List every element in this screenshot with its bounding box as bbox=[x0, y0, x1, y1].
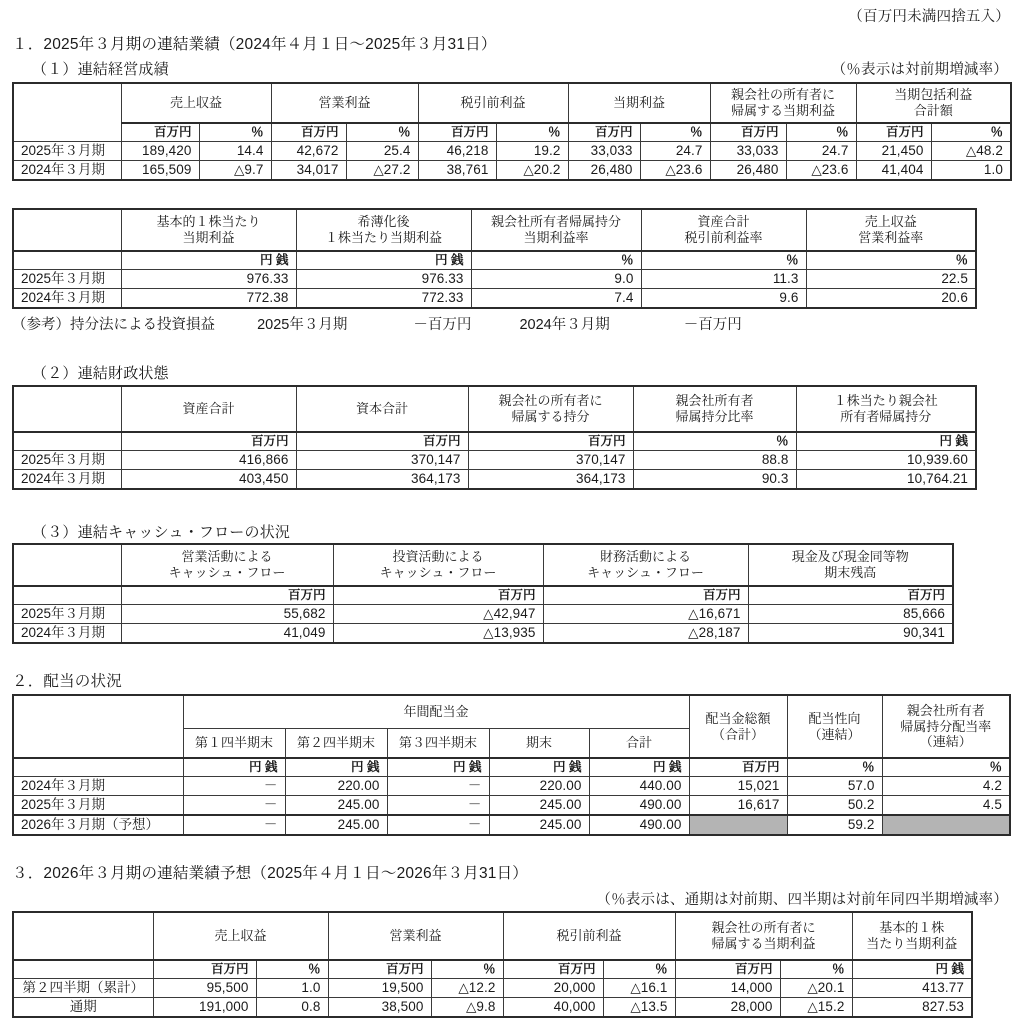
col-dividend-total: 合計 bbox=[589, 728, 689, 758]
unit-comprehensive-amount: 百万円 bbox=[856, 123, 931, 141]
cell-owners-pct: △23.6 bbox=[786, 160, 856, 179]
cell-roe: 7.4 bbox=[471, 288, 641, 307]
reference-prefix: （参考）持分法による投資損益 bbox=[12, 317, 215, 333]
row-label: 第２四半期（累計） bbox=[13, 978, 153, 997]
unit-investing-cf: 百万円 bbox=[333, 586, 543, 604]
col-basic-eps-line2: 当たり当期利益 bbox=[866, 936, 958, 951]
cell-net-pct: 24.7 bbox=[640, 141, 710, 160]
cell-equity-ratio: 90.3 bbox=[633, 469, 796, 488]
unit-row-spacer bbox=[13, 758, 183, 776]
cell-year-end: 245.00 bbox=[489, 815, 589, 835]
col-basic-eps-line1: 基本的１株 bbox=[879, 920, 945, 936]
unit-cash-balance: 百万円 bbox=[748, 586, 953, 604]
table-row bbox=[13, 604, 953, 623]
col-diluted-eps-line1: 希薄化後 bbox=[357, 214, 410, 230]
col-operating-cf bbox=[121, 544, 333, 586]
col-comprehensive-income bbox=[856, 83, 1011, 123]
table-unit-row bbox=[13, 960, 972, 978]
cell-q2: 245.00 bbox=[285, 795, 387, 814]
col-basic-eps bbox=[852, 912, 972, 960]
cell-comprehensive: 21,450 bbox=[856, 141, 931, 160]
cell-cash-balance: 85,666 bbox=[748, 604, 953, 623]
cell-payout: 50.2 bbox=[787, 795, 882, 814]
unit-revenue-pct: ％ bbox=[256, 960, 328, 978]
row-label: 2025年３月期 bbox=[13, 269, 121, 288]
cell-net: 26,480 bbox=[568, 160, 640, 179]
table-row bbox=[13, 160, 1011, 179]
unit-revenue-amount: 百万円 bbox=[153, 960, 256, 978]
row-label: 2025年３月期 bbox=[13, 141, 121, 160]
unit-q2: 円 銭 bbox=[285, 758, 387, 776]
table-header-row-group bbox=[13, 695, 1010, 728]
cell-diluted-eps: 772.33 bbox=[296, 288, 471, 307]
row-label: 2026年３月期（予想） bbox=[13, 815, 183, 835]
unit-total-amount: 百万円 bbox=[689, 758, 787, 776]
table-row bbox=[13, 269, 976, 288]
cell-basic-eps: 772.38 bbox=[121, 288, 296, 307]
table-header-row bbox=[13, 386, 976, 432]
unit-year-end: 円 銭 bbox=[489, 758, 589, 776]
cell-operating-pct: 25.4 bbox=[346, 141, 418, 160]
equity-method-reference-line bbox=[12, 313, 742, 334]
unit-roe: ％ bbox=[471, 251, 641, 269]
cell-roa: 11.3 bbox=[641, 269, 806, 288]
unit-q1: 円 銭 bbox=[183, 758, 285, 776]
col-diluted-eps bbox=[296, 209, 471, 251]
unit-payout: ％ bbox=[787, 758, 882, 776]
cell-q1: － bbox=[183, 795, 285, 814]
col-financing-cf bbox=[543, 544, 748, 586]
col-payout-ratio bbox=[787, 695, 882, 758]
cell-q1: － bbox=[183, 815, 285, 835]
table-unit-row bbox=[13, 432, 976, 450]
per-share-and-ratios-table bbox=[12, 208, 977, 309]
unit-operating-amount: 百万円 bbox=[328, 960, 431, 978]
corner-cell bbox=[13, 386, 121, 432]
col-operating-profit: 営業利益 bbox=[271, 83, 418, 123]
cash-flow-table bbox=[12, 543, 954, 644]
unit-owners-equity: 百万円 bbox=[468, 432, 633, 450]
cell-operating: 42,672 bbox=[271, 141, 346, 160]
unit-revenue-amount: 百万円 bbox=[121, 123, 199, 141]
cell-owners-pct: 24.7 bbox=[786, 141, 856, 160]
unit-basic-eps: 円 銭 bbox=[121, 251, 296, 269]
table-row bbox=[13, 776, 1010, 795]
table-header-row bbox=[13, 544, 953, 586]
table-row bbox=[13, 450, 976, 469]
cell-revenue: 165,509 bbox=[121, 160, 199, 179]
col-comprehensive-income-line2: 合計額 bbox=[913, 103, 953, 118]
col-pretax-profit: 税引前利益 bbox=[418, 83, 568, 123]
cell-total-assets: 403,450 bbox=[121, 469, 296, 488]
col-total-dividend-amount bbox=[689, 695, 787, 758]
cell-q3: － bbox=[387, 795, 489, 814]
section1-sub1-label: （１）連結経営成績 bbox=[32, 61, 169, 78]
cell-basic-eps: 976.33 bbox=[121, 269, 296, 288]
dividend-table bbox=[12, 694, 1011, 836]
col-operating-profit: 営業利益 bbox=[328, 912, 503, 960]
cell-equity-ratio: 88.8 bbox=[633, 450, 796, 469]
col-bps bbox=[796, 386, 976, 432]
cell-pretax: 46,218 bbox=[418, 141, 496, 160]
unit-doe: ％ bbox=[882, 758, 1010, 776]
cell-owners-equity: 364,173 bbox=[468, 469, 633, 488]
cell-financing-cf: △16,671 bbox=[543, 604, 748, 623]
unit-net-pct: ％ bbox=[640, 123, 710, 141]
reference-value-2: －百万円 bbox=[683, 317, 742, 333]
col-operating-margin-line1: 売上収益 bbox=[864, 214, 917, 230]
unit-equity-ratio: ％ bbox=[633, 432, 796, 450]
cell-roa: 9.6 bbox=[641, 288, 806, 307]
cell-q2: 220.00 bbox=[285, 776, 387, 795]
cell-total-assets: 416,866 bbox=[121, 450, 296, 469]
cell-roe: 9.0 bbox=[471, 269, 641, 288]
col-roa-line2: 税引前利益率 bbox=[684, 230, 763, 245]
cell-doe: 4.2 bbox=[882, 776, 1010, 795]
cell-total-equity: 364,173 bbox=[296, 469, 468, 488]
cell-operating: 38,500 bbox=[328, 997, 431, 1016]
cell-q3: － bbox=[387, 776, 489, 795]
col-bps-line2: 所有者帰属持分 bbox=[840, 409, 932, 424]
cell-revenue-pct: 1.0 bbox=[256, 978, 328, 997]
col-bps-line1: １株当たり親会社 bbox=[833, 393, 938, 409]
forecast-table bbox=[12, 911, 973, 1018]
cell-payout: 59.2 bbox=[787, 815, 882, 835]
col-annual-dividend-group: 年間配当金 bbox=[183, 695, 689, 728]
col-operating-cf-line1: 営業活動による bbox=[181, 549, 273, 565]
cell-pretax: 20,000 bbox=[503, 978, 603, 997]
col-basic-eps-line2: 当期利益 bbox=[182, 230, 235, 245]
reference-value-1: －百万円 bbox=[413, 317, 472, 333]
cell-total: 490.00 bbox=[589, 815, 689, 835]
col-owners-equity-line1: 親会社の所有者に bbox=[498, 393, 603, 409]
unit-pretax-pct: ％ bbox=[496, 123, 568, 141]
col-doe-ratio-line1: 親会社所有者 bbox=[906, 702, 985, 718]
col-comprehensive-income-line1: 当期包括利益 bbox=[894, 87, 973, 103]
col-operating-cf-line2: キャッシュ・フロー bbox=[168, 565, 286, 580]
table-row bbox=[13, 978, 972, 997]
col-operating-margin-line2: 営業利益率 bbox=[858, 230, 924, 245]
col-owners-profit-line1: 親会社の所有者に bbox=[711, 920, 816, 936]
section1-sub2-label: （２）連結財政状態 bbox=[32, 365, 169, 382]
cell-operating-margin: 22.5 bbox=[806, 269, 976, 288]
corner-cell bbox=[13, 544, 121, 586]
cell-pretax-pct: △13.5 bbox=[603, 997, 675, 1016]
col-owners-profit bbox=[710, 83, 856, 123]
cell-revenue-pct: 14.4 bbox=[199, 141, 271, 160]
cell-owners-pct: △20.1 bbox=[780, 978, 852, 997]
corner-cell bbox=[13, 695, 183, 758]
col-total-dividend-amount-line2: （合計） bbox=[711, 726, 764, 742]
col-owners-profit-line1: 親会社の所有者に bbox=[730, 87, 835, 103]
cell-revenue: 191,000 bbox=[153, 997, 256, 1016]
col-investing-cf bbox=[333, 544, 543, 586]
cell-cash-balance: 90,341 bbox=[748, 623, 953, 642]
row-label: 2024年３月期 bbox=[13, 288, 121, 307]
section1-sub1-note: （％表示は対前期増減率） bbox=[831, 62, 1008, 78]
col-operating-margin bbox=[806, 209, 976, 251]
col-doe-ratio-line3: （連結） bbox=[919, 734, 972, 750]
table-unit-row bbox=[13, 123, 1011, 141]
row-label: 2024年３月期 bbox=[13, 469, 121, 488]
cell-revenue-pct: 0.8 bbox=[256, 997, 328, 1016]
reference-period-2: 2024年３月期 bbox=[519, 317, 610, 333]
unit-operating-amount: 百万円 bbox=[271, 123, 346, 141]
row-label: 通期 bbox=[13, 997, 153, 1016]
col-financing-cf-line2: キャッシュ・フロー bbox=[587, 565, 704, 580]
reference-period-1: 2025年３月期 bbox=[257, 317, 348, 333]
cell-investing-cf: △13,935 bbox=[333, 623, 543, 642]
unit-row-spacer bbox=[13, 586, 121, 604]
col-owners-profit-line2: 帰属する当期利益 bbox=[711, 936, 816, 951]
cell-total-amount-shaded bbox=[689, 815, 787, 835]
section2-heading: ２．配当の状況 bbox=[12, 673, 122, 690]
section3-note: （％表示は、通期は対前期、四半期は対前年同四半期増減率） bbox=[596, 892, 1008, 908]
cell-owners-pct: △15.2 bbox=[780, 997, 852, 1016]
unit-bps: 円 銭 bbox=[796, 432, 976, 450]
cell-investing-cf: △42,947 bbox=[333, 604, 543, 623]
col-investing-cf-line2: キャッシュ・フロー bbox=[379, 565, 497, 580]
col-basic-eps-line1: 基本的１株当たり bbox=[156, 214, 261, 230]
cell-owners: 33,033 bbox=[710, 141, 786, 160]
col-cash-balance-line2: 期末残高 bbox=[824, 565, 877, 580]
cell-total-amount: 15,021 bbox=[689, 776, 787, 795]
cell-comprehensive-pct: 1.0 bbox=[931, 160, 1011, 179]
unit-operating-pct: ％ bbox=[346, 123, 418, 141]
cell-owners: 26,480 bbox=[710, 160, 786, 179]
unit-operating-pct: ％ bbox=[431, 960, 503, 978]
cell-payout: 57.0 bbox=[787, 776, 882, 795]
col-roa bbox=[641, 209, 806, 251]
cell-operating-cf: 41,049 bbox=[121, 623, 333, 642]
section1-sub3-label: （３）連結キャッシュ・フローの状況 bbox=[32, 524, 291, 541]
col-roe-line2: 当期利益率 bbox=[523, 230, 589, 245]
cell-owners: 28,000 bbox=[675, 997, 780, 1016]
unit-roa: ％ bbox=[641, 251, 806, 269]
unit-q3: 円 銭 bbox=[387, 758, 489, 776]
table-header-row bbox=[13, 83, 1011, 123]
row-label: 2025年３月期 bbox=[13, 604, 121, 623]
col-net-profit: 当期利益 bbox=[568, 83, 710, 123]
cell-pretax-pct: △20.2 bbox=[496, 160, 568, 179]
table-unit-row bbox=[13, 251, 976, 269]
table-row bbox=[13, 469, 976, 488]
cell-owners: 14,000 bbox=[675, 978, 780, 997]
col-equity-ratio-line1: 親会社所有者 bbox=[675, 393, 754, 409]
table-row bbox=[13, 288, 976, 307]
cell-comprehensive-pct: △48.2 bbox=[931, 141, 1011, 160]
rounding-note: （百万円未満四捨五入） bbox=[848, 9, 1010, 25]
col-basic-eps bbox=[121, 209, 296, 251]
unit-total: 円 銭 bbox=[589, 758, 689, 776]
table-row bbox=[13, 623, 953, 642]
cell-revenue-pct: △9.7 bbox=[199, 160, 271, 179]
row-label: 2024年３月期 bbox=[13, 623, 121, 642]
cell-owners-equity: 370,147 bbox=[468, 450, 633, 469]
table-header-row bbox=[13, 912, 972, 960]
cell-net: 33,033 bbox=[568, 141, 640, 160]
unit-row-spacer bbox=[13, 960, 153, 978]
col-total-dividend-amount-line1: 配当金総額 bbox=[705, 710, 771, 726]
consolidated-results-table bbox=[12, 82, 1012, 181]
col-owners-profit-line2: 帰属する当期利益 bbox=[730, 103, 835, 118]
cell-operating-pct: △27.2 bbox=[346, 160, 418, 179]
corner-cell bbox=[13, 83, 121, 141]
unit-revenue-pct: ％ bbox=[199, 123, 271, 141]
unit-owners-amount: 百万円 bbox=[710, 123, 786, 141]
col-payout-ratio-line1: 配当性向 bbox=[808, 710, 861, 726]
cell-pretax: 38,761 bbox=[418, 160, 496, 179]
col-roe-line1: 親会社所有者帰属持分 bbox=[490, 214, 621, 230]
col-year-end: 期末 bbox=[489, 728, 589, 758]
col-investing-cf-line1: 投資活動による bbox=[392, 549, 484, 565]
unit-row-spacer bbox=[13, 432, 121, 450]
col-payout-ratio-line2: （連結） bbox=[808, 726, 861, 742]
unit-operating-cf: 百万円 bbox=[121, 586, 333, 604]
unit-diluted-eps: 円 銭 bbox=[296, 251, 471, 269]
col-total-assets: 資産合計 bbox=[121, 386, 296, 432]
col-doe-ratio-line2: 帰属持分配当率 bbox=[900, 718, 992, 734]
cell-operating-margin: 20.6 bbox=[806, 288, 976, 307]
table-row bbox=[13, 795, 1010, 814]
table-unit-row bbox=[13, 758, 1010, 776]
unit-pretax-pct: ％ bbox=[603, 960, 675, 978]
col-cash-balance-line1: 現金及び現金同等物 bbox=[791, 549, 909, 565]
unit-owners-pct: ％ bbox=[786, 123, 856, 141]
col-revenue: 売上収益 bbox=[121, 83, 271, 123]
unit-comprehensive-pct: ％ bbox=[931, 123, 1011, 141]
cell-operating: 19,500 bbox=[328, 978, 431, 997]
cell-comprehensive: 41,404 bbox=[856, 160, 931, 179]
unit-total-equity: 百万円 bbox=[296, 432, 468, 450]
col-financing-cf-line1: 財務活動による bbox=[599, 549, 691, 565]
cell-bps: 10,764.21 bbox=[796, 469, 976, 488]
col-cash-balance bbox=[748, 544, 953, 586]
section1-heading: １．2025年３月期の連結業績（2024年４月１日～2025年３月31日） bbox=[12, 36, 497, 53]
cell-revenue: 95,500 bbox=[153, 978, 256, 997]
cell-net-pct: △23.6 bbox=[640, 160, 710, 179]
section3-heading: ３．2026年３月期の連結業績予想（2025年４月１日～2026年３月31日） bbox=[12, 865, 528, 882]
cell-q3: － bbox=[387, 815, 489, 835]
col-owners-equity-line2: 帰属する持分 bbox=[511, 409, 590, 424]
cell-pretax-pct: 19.2 bbox=[496, 141, 568, 160]
unit-owners-amount: 百万円 bbox=[675, 960, 780, 978]
cell-total-equity: 370,147 bbox=[296, 450, 468, 469]
col-q2-end: 第２四半期末 bbox=[285, 728, 387, 758]
cell-year-end: 220.00 bbox=[489, 776, 589, 795]
cell-operating-cf: 55,682 bbox=[121, 604, 333, 623]
unit-eps: 円 銭 bbox=[852, 960, 972, 978]
table-row bbox=[13, 141, 1011, 160]
col-pretax-profit: 税引前利益 bbox=[503, 912, 675, 960]
col-equity-ratio-line2: 帰属持分比率 bbox=[675, 409, 754, 424]
row-label: 2024年３月期 bbox=[13, 160, 121, 179]
unit-owners-pct: ％ bbox=[780, 960, 852, 978]
corner-cell bbox=[13, 912, 153, 960]
row-label: 2025年３月期 bbox=[13, 450, 121, 469]
cell-revenue: 189,420 bbox=[121, 141, 199, 160]
row-label: 2025年３月期 bbox=[13, 795, 183, 814]
cell-bps: 10,939.60 bbox=[796, 450, 976, 469]
cell-operating-pct: △9.8 bbox=[431, 997, 503, 1016]
col-q1-end: 第１四半期末 bbox=[183, 728, 285, 758]
col-total-equity: 資本合計 bbox=[296, 386, 468, 432]
col-roa-line1: 資産合計 bbox=[697, 214, 750, 230]
cell-eps: 827.53 bbox=[852, 997, 972, 1016]
col-owners-profit bbox=[675, 912, 852, 960]
financial-position-table bbox=[12, 385, 977, 490]
table-row-forecast bbox=[13, 815, 1010, 835]
cell-total: 490.00 bbox=[589, 795, 689, 814]
cell-pretax-pct: △16.1 bbox=[603, 978, 675, 997]
cell-q1: － bbox=[183, 776, 285, 795]
cell-eps: 413.77 bbox=[852, 978, 972, 997]
unit-total-assets: 百万円 bbox=[121, 432, 296, 450]
cell-financing-cf: △28,187 bbox=[543, 623, 748, 642]
col-equity-ratio bbox=[633, 386, 796, 432]
table-unit-row bbox=[13, 586, 953, 604]
unit-pretax-amount: 百万円 bbox=[418, 123, 496, 141]
col-owners-equity bbox=[468, 386, 633, 432]
cell-diluted-eps: 976.33 bbox=[296, 269, 471, 288]
cell-q2: 245.00 bbox=[285, 815, 387, 835]
unit-operating-margin: ％ bbox=[806, 251, 976, 269]
col-diluted-eps-line2: １株当たり当期利益 bbox=[324, 230, 442, 245]
cell-total: 440.00 bbox=[589, 776, 689, 795]
cell-year-end: 245.00 bbox=[489, 795, 589, 814]
unit-row-spacer bbox=[13, 251, 121, 269]
cell-pretax: 40,000 bbox=[503, 997, 603, 1016]
cell-operating: 34,017 bbox=[271, 160, 346, 179]
col-revenue: 売上収益 bbox=[153, 912, 328, 960]
cell-operating-pct: △12.2 bbox=[431, 978, 503, 997]
unit-financing-cf: 百万円 bbox=[543, 586, 748, 604]
unit-net-amount: 百万円 bbox=[568, 123, 640, 141]
row-label: 2024年３月期 bbox=[13, 776, 183, 795]
corner-cell bbox=[13, 209, 121, 251]
col-roe bbox=[471, 209, 641, 251]
cell-doe-shaded bbox=[882, 815, 1010, 835]
col-doe-ratio bbox=[882, 695, 1010, 758]
table-row bbox=[13, 997, 972, 1016]
table-header-row bbox=[13, 209, 976, 251]
unit-pretax-amount: 百万円 bbox=[503, 960, 603, 978]
col-q3-end: 第３四半期末 bbox=[387, 728, 489, 758]
cell-doe: 4.5 bbox=[882, 795, 1010, 814]
cell-total-amount: 16,617 bbox=[689, 795, 787, 814]
